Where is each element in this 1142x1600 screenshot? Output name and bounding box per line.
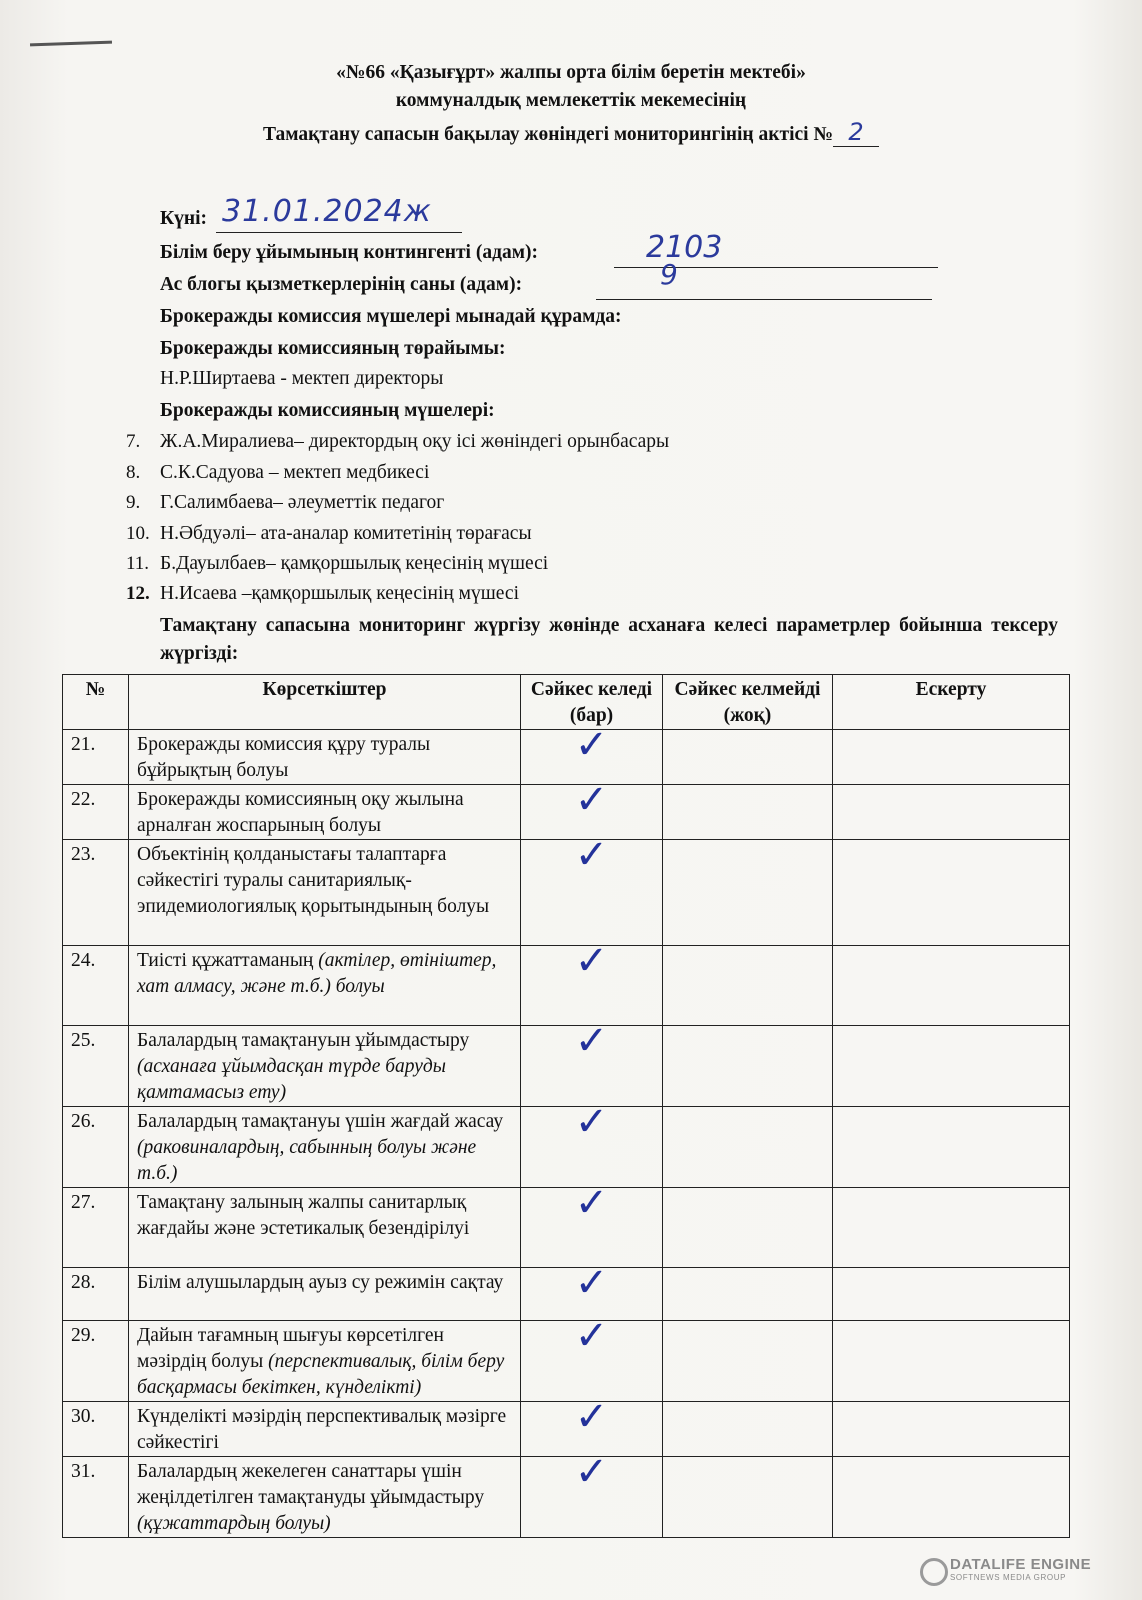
row-number: 27.	[63, 1188, 129, 1268]
member-number: 7.	[126, 431, 141, 452]
commission-members-label: Брокеражды комиссияның мүшелері:	[160, 400, 495, 421]
staff-label: Ас блогы қызметкерлерінің саны (адам):	[160, 274, 523, 295]
row-yes-check: ✓	[521, 946, 663, 1026]
watermark	[950, 1556, 1091, 1582]
member-number: 12.	[126, 583, 150, 604]
row-number: 31.	[63, 1457, 129, 1538]
indicator-text: Брокеражды комиссия құру туралы бұйрықтың болуы	[137, 734, 431, 781]
row-yes-check: ✓	[521, 1457, 663, 1538]
row-indicator	[129, 840, 521, 946]
table-row	[63, 1457, 1070, 1538]
row-note	[833, 1026, 1070, 1107]
indicator-text: Тамақтану залының жалпы санитарлық жағдайы және эстетикалық безендірілуі	[137, 1192, 470, 1239]
date-label: Күні:	[160, 208, 208, 229]
date-value: 31.01.2024ж	[222, 194, 432, 229]
table-row	[63, 1107, 1070, 1188]
row-number: 22.	[63, 785, 129, 840]
act-number: 2	[833, 118, 879, 147]
member-item: С.К.Садуова – мектеп медбикесі	[160, 462, 430, 483]
row-yes-check: ✓	[521, 785, 663, 840]
watermark-title: DATALIFE ENGINE	[950, 1556, 1092, 1573]
member-item: Ж.А.Миралиева– директордың оқу ісі жөніндегі орынбасары	[160, 431, 670, 452]
row-number: 30.	[63, 1402, 129, 1457]
row-note	[833, 1321, 1070, 1402]
header-line-1: «№66 «Қазығұрт» жалпы орта білім беретін мектебі»	[336, 62, 806, 83]
indicator-text: Күнделікті мәзірдің перспективалық мәзірге сәйкестігі	[137, 1406, 507, 1453]
row-note	[833, 1188, 1070, 1268]
row-number: 24.	[63, 946, 129, 1026]
member-number: 9.	[126, 492, 141, 513]
member-number: 10.	[126, 523, 150, 544]
table-row	[63, 840, 1070, 946]
row-no-match	[663, 730, 833, 785]
col-header-yes: Сәйкес келеді (бар)	[521, 675, 663, 730]
table-row	[63, 1188, 1070, 1268]
intro-text: Тамақтану сапасына мониторинг жүргізу жөнінде асханаға келесі параметрлер бойынша тексеру жүргізді:	[160, 615, 1058, 664]
row-no-match	[663, 1321, 833, 1402]
row-note	[833, 730, 1070, 785]
header-line-2: коммуналдық мемлекеттік мекемесінің	[395, 90, 747, 111]
row-no-match	[663, 840, 833, 946]
contingent-label: Білім беру ұйымының контингенті (адам):	[160, 242, 538, 263]
row-number: 29.	[63, 1321, 129, 1402]
commission-chair-label: Брокеражды комиссияның төрайымы:	[160, 338, 506, 359]
row-number: 26.	[63, 1107, 129, 1188]
row-indicator	[129, 1457, 521, 1538]
row-yes-check: ✓	[521, 1321, 663, 1402]
commission-composition-label: Брокеражды комиссия мүшелері мынадай құрамда:	[160, 306, 622, 327]
row-no-match	[663, 1402, 833, 1457]
row-no-match	[663, 946, 833, 1026]
table-row	[63, 946, 1070, 1026]
indicators-table	[62, 674, 1070, 1538]
act-title: Тамақтану сапасын бақылау жөніндегі мониторингінің актісі №	[262, 124, 834, 145]
row-indicator	[129, 1026, 521, 1107]
row-note	[833, 1107, 1070, 1188]
row-indicator	[129, 1402, 521, 1457]
row-note	[833, 840, 1070, 946]
indicator-text: Балалардың тамақтануы үшін жағдай жасау	[137, 1111, 504, 1132]
col-header-indicators: Көрсеткіштер	[129, 675, 521, 730]
indicator-note-italic: (перспективалық, білім беру басқармасы бекіткен, күнделікті)	[137, 1351, 505, 1398]
watermark-subtitle: SOFTNEWS MEDIA GROUP	[950, 1573, 1067, 1582]
row-note	[833, 1402, 1070, 1457]
row-note	[833, 946, 1070, 1026]
member-item: Н.Исаева –қамқоршылық кеңесінің мүшесі	[160, 583, 519, 604]
row-yes-check: ✓	[521, 730, 663, 785]
row-number: 28.	[63, 1268, 129, 1321]
col-header-note: Ескерту	[833, 675, 1070, 730]
row-indicator	[129, 730, 521, 785]
member-item: Н.Әбдуәлі– ата-аналар комитетінің төрағасы	[160, 523, 532, 544]
row-number: 23.	[63, 840, 129, 946]
date-underline	[216, 232, 462, 233]
indicator-text: Білім алушылардың ауыз су режимін сақтау	[137, 1272, 504, 1293]
row-indicator	[129, 785, 521, 840]
pen-mark	[30, 41, 112, 47]
table-row	[63, 730, 1070, 785]
header-line-3	[0, 118, 1142, 147]
row-no-match	[663, 785, 833, 840]
table-body	[63, 722, 1070, 1538]
row-indicator	[129, 1321, 521, 1402]
row-number: 21.	[63, 730, 129, 785]
watermark-logo-icon	[920, 1558, 948, 1586]
member-item: Б.Дауылбаев– қамқоршылық кеңесінің мүшесі	[160, 553, 549, 574]
member-item: Г.Салимбаева– әлеуметтік педагог	[160, 492, 445, 513]
col-header-no-match: Сәйкес келмейді (жоқ)	[663, 675, 833, 730]
row-yes-check: ✓	[521, 1188, 663, 1268]
row-yes-check: ✓	[521, 1107, 663, 1188]
indicator-text: Объектінің қолданыстағы талаптарға сәйкестігі туралы санитариялық-эпидемиологиялық қорытындының болуы	[137, 844, 490, 917]
table-row	[63, 1402, 1070, 1457]
row-indicator	[129, 1107, 521, 1188]
row-note	[833, 1268, 1070, 1321]
col-header-no: №	[63, 675, 129, 730]
table-row	[63, 785, 1070, 840]
indicator-note-italic: (асханаға ұйымдасқан түрде баруды қамтамасыз ету)	[137, 1056, 446, 1103]
table-header-row	[63, 675, 1070, 730]
row-note	[833, 785, 1070, 840]
row-no-match	[663, 1188, 833, 1268]
row-no-match	[663, 1026, 833, 1107]
table-row	[63, 1321, 1070, 1402]
contingent-value: 2103	[646, 230, 723, 265]
indicator-note-italic: (раковиналардың, сабынның болуы және т.б.)	[137, 1137, 477, 1184]
row-indicator	[129, 1188, 521, 1268]
row-indicator	[129, 1268, 521, 1321]
table-row	[63, 1026, 1070, 1107]
indicator-note-italic: (актілер, өтініштер, хат алмасу, және т.б.) болуы	[137, 950, 497, 997]
indicator-text: Дайын тағамның шығуы көрсетілген мәзірдің болуы	[137, 1325, 444, 1372]
indicator-text: Балалардың тамақтануын ұйымдастыру	[137, 1030, 470, 1051]
row-yes-check: ✓	[521, 1268, 663, 1321]
staff-underline	[596, 299, 932, 300]
row-no-match	[663, 1268, 833, 1321]
indicator-note-italic: (құжаттардың болуы)	[137, 1513, 331, 1534]
staff-value: 9	[660, 258, 678, 291]
row-no-match	[663, 1457, 833, 1538]
indicator-text: Тиісті құжаттаманың	[137, 950, 319, 971]
row-note	[833, 1457, 1070, 1538]
row-number: 25.	[63, 1026, 129, 1107]
row-yes-check: ✓	[521, 840, 663, 946]
row-yes-check: ✓	[521, 1402, 663, 1457]
commission-chair-name: Н.Р.Ширтаева - мектеп директоры	[160, 368, 444, 389]
indicator-text: Балалардың жекелеген санаттары үшін жеңілдетілген тамақтануды ұйымдастыру	[137, 1461, 485, 1508]
indicator-text: Брокеражды комиссияның оқу жылына арналған жоспарының болуы	[137, 789, 464, 836]
row-yes-check: ✓	[521, 1026, 663, 1107]
member-number: 8.	[126, 462, 141, 483]
row-indicator	[129, 946, 521, 1026]
table-row	[63, 1268, 1070, 1321]
member-number: 11.	[126, 553, 150, 574]
row-no-match	[663, 1107, 833, 1188]
